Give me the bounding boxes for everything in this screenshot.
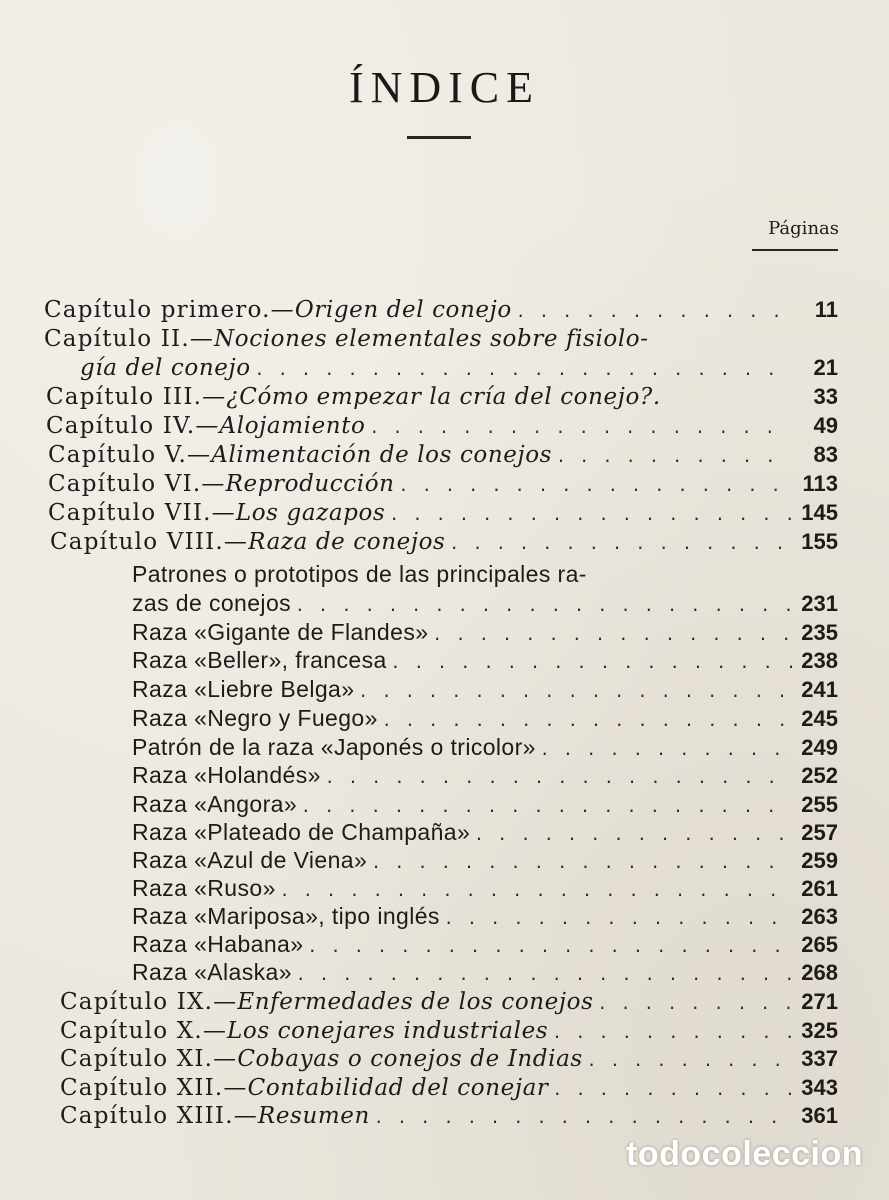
toc-entry xyxy=(132,958,838,986)
entry-title: Contabilidad del conejar xyxy=(247,1075,549,1101)
page-number: 337 xyxy=(801,1046,838,1071)
entry-title: Los conejares industriales xyxy=(227,1018,549,1044)
page-number: 245 xyxy=(801,706,838,731)
dot-leader xyxy=(553,1076,793,1104)
toc-entry xyxy=(132,646,838,674)
page-number: 21 xyxy=(813,355,838,380)
dot-leader xyxy=(382,707,792,735)
entry-title: ¿Cómo empezar la cría del conejo?. xyxy=(226,384,661,410)
toc-entry xyxy=(132,761,838,789)
chapter-label: Capítulo IX.— xyxy=(60,989,238,1015)
dot-leader xyxy=(389,501,792,529)
entry-title: Raza «Gigante de Flandes» xyxy=(132,619,429,645)
page-number: 155 xyxy=(801,529,838,554)
entry-title: Raza «Azul de Viena» xyxy=(132,847,368,873)
dot-leader xyxy=(307,933,792,961)
chapter-label: Capítulo primero.— xyxy=(44,297,295,323)
page-number: 268 xyxy=(801,960,838,985)
page-number: 145 xyxy=(801,500,838,525)
pages-column-underline xyxy=(752,249,838,251)
entry-title: Patrones o prototipos de las principales ra- xyxy=(132,561,587,587)
page-title: ÍNDICE xyxy=(348,63,541,112)
title-divider xyxy=(407,136,471,139)
page-number: 343 xyxy=(801,1075,838,1100)
chapter-label: Capítulo X.— xyxy=(60,1018,228,1044)
dot-leader xyxy=(295,592,792,620)
dot-leader xyxy=(449,530,792,558)
dot-leader xyxy=(301,793,792,821)
toc-entry xyxy=(60,1045,838,1073)
page-number: 235 xyxy=(801,620,838,645)
entry-title: Origen del conejo xyxy=(294,297,512,323)
toc-entry xyxy=(60,988,838,1016)
dot-leader xyxy=(280,877,792,905)
page-number: 238 xyxy=(801,648,838,673)
dot-leader xyxy=(255,356,792,384)
toc-entry xyxy=(60,1102,838,1130)
toc-entry xyxy=(132,874,838,902)
dot-leader xyxy=(325,764,792,792)
entry-title: Alojamiento xyxy=(219,413,366,439)
page-number: 265 xyxy=(801,932,838,957)
dot-leader xyxy=(597,990,792,1018)
toc-entry xyxy=(132,846,838,874)
toc-entry xyxy=(132,818,838,846)
entry-title: Patrón de la raza «Japonés o tricolor» xyxy=(132,734,536,760)
entry-title: zas de conejos xyxy=(132,590,292,616)
chapter-label: Capítulo XIII.— xyxy=(60,1103,258,1129)
page-number: 231 xyxy=(801,591,838,616)
dot-leader xyxy=(358,678,792,706)
toc-entry xyxy=(132,902,838,930)
toc-entry xyxy=(60,1074,838,1102)
entry-title: Raza «Liebre Belga» xyxy=(132,676,355,702)
toc-entry xyxy=(132,675,838,703)
dot-leader xyxy=(444,905,792,933)
toc-entry xyxy=(132,560,755,588)
chapter-label: Capítulo II.— xyxy=(44,326,215,352)
toc-entry xyxy=(46,383,838,411)
watermark-logo: todocoleccion xyxy=(626,1135,863,1173)
page-number: 271 xyxy=(801,989,838,1014)
toc-entry xyxy=(80,354,838,382)
page-number: 259 xyxy=(801,848,838,873)
toc-entry xyxy=(132,790,838,818)
dot-leader xyxy=(374,1104,792,1132)
entry-title: Los gazapos xyxy=(235,500,386,526)
page-number: 249 xyxy=(801,735,838,760)
toc-entry xyxy=(48,499,838,527)
toc-entry xyxy=(132,930,838,958)
entry-title: Raza «Angora» xyxy=(132,791,298,817)
page-number: 252 xyxy=(801,763,838,788)
dot-leader xyxy=(587,1047,792,1075)
dot-leader xyxy=(296,961,792,989)
toc-entry xyxy=(132,704,838,732)
toc-entry xyxy=(132,733,838,761)
chapter-label: Capítulo III.— xyxy=(46,384,227,410)
dot-leader xyxy=(556,443,792,471)
entry-title: Raza «Holandés» xyxy=(132,762,321,788)
toc-entry xyxy=(132,618,838,646)
dot-leader xyxy=(540,736,792,764)
page-number: 113 xyxy=(802,471,838,496)
toc-entry xyxy=(48,470,838,498)
entry-title: Alimentación de los conejos xyxy=(211,442,553,468)
entry-title: Raza «Alaska» xyxy=(132,959,292,985)
toc-entry xyxy=(60,1017,838,1045)
page-number: 257 xyxy=(801,820,838,845)
pages-column-label: Páginas xyxy=(768,218,839,239)
chapter-label: Capítulo VII.— xyxy=(48,500,236,526)
entry-title: Reproducción xyxy=(225,471,395,497)
page-number: 325 xyxy=(801,1018,838,1043)
dot-leader xyxy=(391,649,792,677)
entry-title: Resumen xyxy=(257,1103,370,1129)
page-number: 33 xyxy=(813,384,838,409)
entry-title: Raza «Beller», francesa xyxy=(132,647,387,673)
chapter-label: Capítulo VIII.— xyxy=(50,529,249,555)
entry-title: Raza «Negro y Fuego» xyxy=(132,705,378,731)
dot-leader xyxy=(399,472,792,500)
toc-entry xyxy=(46,412,838,440)
entry-title: Raza «Mariposa», tipo inglés xyxy=(132,903,440,929)
entry-title: gía del conejo xyxy=(80,355,251,381)
chapter-label: Capítulo IV.— xyxy=(46,413,220,439)
entry-title: Nociones elementales sobre fisiolo- xyxy=(214,326,649,352)
dot-leader xyxy=(432,621,792,649)
entry-title: Raza «Ruso» xyxy=(132,875,276,901)
page-number: 261 xyxy=(801,876,838,901)
chapter-label: Capítulo XI.— xyxy=(60,1046,238,1072)
chapter-label: Capítulo VI.— xyxy=(48,471,226,497)
page-number: 361 xyxy=(801,1103,838,1128)
dot-leader xyxy=(474,821,792,849)
page-number: 83 xyxy=(813,442,838,467)
dot-leader xyxy=(369,414,792,442)
entry-title: Raza «Habana» xyxy=(132,931,304,957)
page-number: 241 xyxy=(801,677,838,702)
chapter-label: Capítulo XII.— xyxy=(60,1075,248,1101)
dot-leader xyxy=(516,298,792,326)
entry-title: Cobayas o conejos de Indias xyxy=(237,1046,583,1072)
page-number: 49 xyxy=(813,413,838,438)
page-number: 255 xyxy=(801,792,838,817)
toc-entry xyxy=(48,441,838,469)
page-number: 11 xyxy=(814,297,838,322)
dot-leader xyxy=(371,849,792,877)
entry-title: Raza «Plateado de Champaña» xyxy=(132,819,471,845)
toc-entry xyxy=(44,325,755,353)
page-number: 263 xyxy=(801,904,838,929)
toc-entry xyxy=(132,589,838,617)
chapter-label: Capítulo V.— xyxy=(48,442,212,468)
entry-title: Raza de conejos xyxy=(248,529,446,555)
entry-title: Enfermedades de los conejos xyxy=(237,989,594,1015)
toc-entry xyxy=(50,528,838,556)
toc-entry xyxy=(44,296,838,324)
dot-leader xyxy=(552,1019,792,1047)
